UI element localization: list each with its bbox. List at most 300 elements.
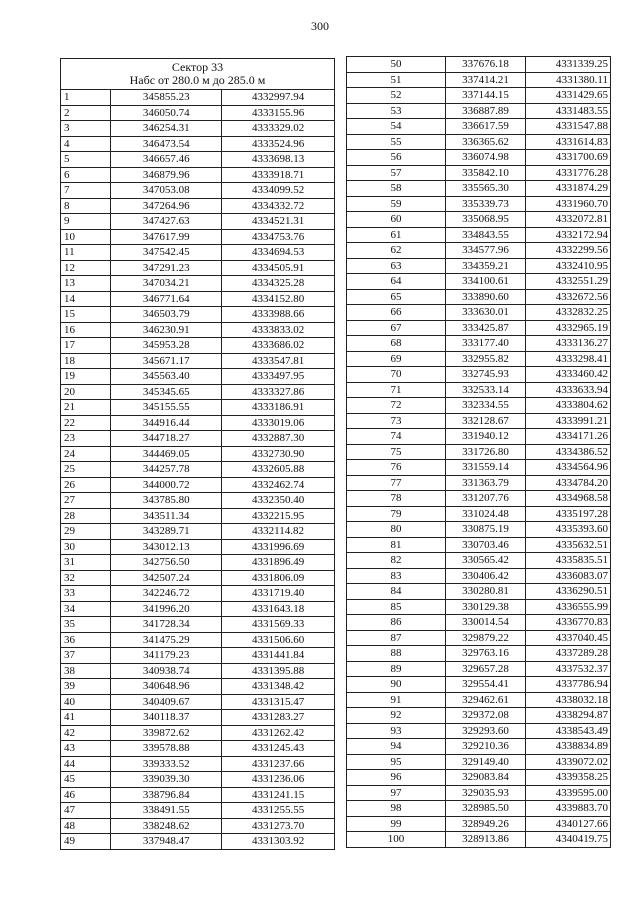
- y-coordinate-cell: 4333497.95: [222, 369, 335, 385]
- table-row: [347, 677, 611, 693]
- y-coordinate-cell: 4331614.83: [526, 134, 611, 150]
- point-number-cell: 71: [347, 382, 446, 398]
- point-number-cell: 75: [347, 444, 446, 460]
- point-number-cell: 20: [61, 384, 111, 400]
- table-row: [61, 446, 335, 462]
- table-row: [61, 710, 335, 726]
- y-coordinate-cell: 4333991.21: [526, 413, 611, 429]
- table-row: [347, 165, 611, 181]
- x-coordinate-cell: 333890.60: [446, 289, 526, 305]
- x-coordinate-cell: 329083.84: [446, 770, 526, 786]
- point-number-cell: 12: [61, 260, 111, 276]
- table-row: [61, 493, 335, 509]
- point-number-cell: 70: [347, 367, 446, 383]
- x-coordinate-cell: 338796.84: [111, 787, 222, 803]
- y-coordinate-cell: 4331719.40: [222, 586, 335, 602]
- point-number-cell: 19: [61, 369, 111, 385]
- point-number-cell: 69: [347, 351, 446, 367]
- table-row: [61, 570, 335, 586]
- table-row: [347, 212, 611, 228]
- x-coordinate-cell: 343012.13: [111, 539, 222, 555]
- point-number-cell: 80: [347, 522, 446, 538]
- point-number-cell: 51: [347, 72, 446, 88]
- point-number-cell: 55: [347, 134, 446, 150]
- table-row: [347, 708, 611, 724]
- x-coordinate-cell: 333630.01: [446, 305, 526, 321]
- point-number-cell: 49: [61, 834, 111, 850]
- point-number-cell: 54: [347, 119, 446, 135]
- table-row: [61, 586, 335, 602]
- table-row: [347, 367, 611, 383]
- table-row: [347, 692, 611, 708]
- x-coordinate-cell: 331363.79: [446, 475, 526, 491]
- point-number-cell: 37: [61, 648, 111, 664]
- table-row: [347, 739, 611, 755]
- point-number-cell: 84: [347, 584, 446, 600]
- x-coordinate-cell: 329149.40: [446, 754, 526, 770]
- table-row: [347, 506, 611, 522]
- point-number-cell: 67: [347, 320, 446, 336]
- point-number-cell: 48: [61, 818, 111, 834]
- y-coordinate-cell: 4340419.75: [526, 832, 611, 848]
- x-coordinate-cell: 346050.74: [111, 105, 222, 121]
- x-coordinate-cell: 329293.60: [446, 723, 526, 739]
- y-coordinate-cell: 4338834.89: [526, 739, 611, 755]
- y-coordinate-cell: 4332114.82: [222, 524, 335, 540]
- y-coordinate-cell: 4336555.99: [526, 599, 611, 615]
- x-coordinate-cell: 340648.96: [111, 679, 222, 695]
- point-number-cell: 77: [347, 475, 446, 491]
- y-coordinate-cell: 4331547.88: [526, 119, 611, 135]
- table-row: [347, 770, 611, 786]
- point-number-cell: 17: [61, 338, 111, 354]
- y-coordinate-cell: 4336770.83: [526, 615, 611, 631]
- x-coordinate-cell: 331726.80: [446, 444, 526, 460]
- y-coordinate-cell: 4331348.42: [222, 679, 335, 695]
- point-number-cell: 27: [61, 493, 111, 509]
- y-coordinate-cell: 4335632.51: [526, 537, 611, 553]
- y-coordinate-cell: 4338032.18: [526, 692, 611, 708]
- point-number-cell: 16: [61, 322, 111, 338]
- point-number-cell: 26: [61, 477, 111, 493]
- table-row: [61, 276, 335, 292]
- table-row: [61, 601, 335, 617]
- point-number-cell: 91: [347, 692, 446, 708]
- table-row: [347, 832, 611, 848]
- point-number-cell: 42: [61, 725, 111, 741]
- x-coordinate-cell: 339578.88: [111, 741, 222, 757]
- y-coordinate-cell: 4331380.11: [526, 72, 611, 88]
- table-row: [61, 260, 335, 276]
- point-number-cell: 68: [347, 336, 446, 352]
- table-row: [61, 90, 335, 106]
- point-number-cell: 39: [61, 679, 111, 695]
- y-coordinate-cell: 4332730.90: [222, 446, 335, 462]
- point-number-cell: 62: [347, 243, 446, 259]
- table-row: [347, 336, 611, 352]
- x-coordinate-cell: 346254.31: [111, 121, 222, 137]
- point-number-cell: 57: [347, 165, 446, 181]
- y-coordinate-cell: 4332965.19: [526, 320, 611, 336]
- point-number-cell: 23: [61, 431, 111, 447]
- point-number-cell: 35: [61, 617, 111, 633]
- x-coordinate-cell: 330129.38: [446, 599, 526, 615]
- x-coordinate-cell: 347542.45: [111, 245, 222, 261]
- table-row: [61, 477, 335, 493]
- y-coordinate-cell: 4333019.06: [222, 415, 335, 431]
- point-number-cell: 10: [61, 229, 111, 245]
- coordinates-table-right: [346, 56, 611, 848]
- table-row: [347, 491, 611, 507]
- y-coordinate-cell: 4333547.81: [222, 353, 335, 369]
- table-row: [347, 522, 611, 538]
- y-coordinate-cell: 4333686.02: [222, 338, 335, 354]
- x-coordinate-cell: 344469.05: [111, 446, 222, 462]
- table-row: [347, 630, 611, 646]
- point-number-cell: 24: [61, 446, 111, 462]
- y-coordinate-cell: 4331806.09: [222, 570, 335, 586]
- table-row: [61, 741, 335, 757]
- x-coordinate-cell: 332128.67: [446, 413, 526, 429]
- table-row: [61, 818, 335, 834]
- x-coordinate-cell: 339872.62: [111, 725, 222, 741]
- point-number-cell: 9: [61, 214, 111, 230]
- y-coordinate-cell: 4331395.88: [222, 663, 335, 679]
- y-coordinate-cell: 4331255.55: [222, 803, 335, 819]
- point-number-cell: 86: [347, 615, 446, 631]
- point-number-cell: 34: [61, 601, 111, 617]
- table-row: [347, 615, 611, 631]
- x-coordinate-cell: 331940.12: [446, 429, 526, 445]
- y-coordinate-cell: 4337040.45: [526, 630, 611, 646]
- point-number-cell: 1: [61, 90, 111, 106]
- y-coordinate-cell: 4332299.56: [526, 243, 611, 259]
- table-row: [61, 322, 335, 338]
- point-number-cell: 14: [61, 291, 111, 307]
- table-row: [61, 369, 335, 385]
- y-coordinate-cell: 4331874.29: [526, 181, 611, 197]
- x-coordinate-cell: 332955.82: [446, 351, 526, 367]
- point-number-cell: 90: [347, 677, 446, 693]
- point-number-cell: 53: [347, 103, 446, 119]
- table-row: [61, 834, 335, 850]
- point-number-cell: 88: [347, 646, 446, 662]
- table-row: [61, 384, 335, 400]
- x-coordinate-cell: 342246.72: [111, 586, 222, 602]
- table-row: [347, 599, 611, 615]
- table-row: [61, 291, 335, 307]
- y-coordinate-cell: 4332072.81: [526, 212, 611, 228]
- x-coordinate-cell: 329763.16: [446, 646, 526, 662]
- x-coordinate-cell: 342756.50: [111, 555, 222, 571]
- y-coordinate-cell: 4338543.49: [526, 723, 611, 739]
- y-coordinate-cell: 4331896.49: [222, 555, 335, 571]
- table-row: [61, 136, 335, 152]
- point-number-cell: 32: [61, 570, 111, 586]
- x-coordinate-cell: 337676.18: [446, 57, 526, 73]
- table-row: [61, 152, 335, 168]
- point-number-cell: 38: [61, 663, 111, 679]
- table-row: [347, 661, 611, 677]
- coordinates-table-left: [60, 58, 335, 850]
- y-coordinate-cell: 4331996.69: [222, 539, 335, 555]
- table-row: [61, 508, 335, 524]
- point-number-cell: 6: [61, 167, 111, 183]
- table-row: [61, 198, 335, 214]
- x-coordinate-cell: 341996.20: [111, 601, 222, 617]
- y-coordinate-cell: 4331506.60: [222, 632, 335, 648]
- point-number-cell: 97: [347, 785, 446, 801]
- x-coordinate-cell: 339333.52: [111, 756, 222, 772]
- table-row: [347, 72, 611, 88]
- point-number-cell: 15: [61, 307, 111, 323]
- point-number-cell: 28: [61, 508, 111, 524]
- table-row: [347, 460, 611, 476]
- point-number-cell: 45: [61, 772, 111, 788]
- y-coordinate-cell: 4334753.76: [222, 229, 335, 245]
- y-coordinate-cell: 4331303.92: [222, 834, 335, 850]
- x-coordinate-cell: 345671.17: [111, 353, 222, 369]
- table-row: [61, 229, 335, 245]
- y-coordinate-cell: 4331569.33: [222, 617, 335, 633]
- x-coordinate-cell: 334359.21: [446, 258, 526, 274]
- y-coordinate-cell: 4333327.86: [222, 384, 335, 400]
- y-coordinate-cell: 4332672.56: [526, 289, 611, 305]
- x-coordinate-cell: 329210.36: [446, 739, 526, 755]
- table-row: [61, 617, 335, 633]
- table-row: [61, 400, 335, 416]
- y-coordinate-cell: 4335197.28: [526, 506, 611, 522]
- x-coordinate-cell: 333177.40: [446, 336, 526, 352]
- table-row: [347, 475, 611, 491]
- x-coordinate-cell: 347053.08: [111, 183, 222, 199]
- y-coordinate-cell: 4337786.94: [526, 677, 611, 693]
- point-number-cell: 76: [347, 460, 446, 476]
- x-coordinate-cell: 338248.62: [111, 818, 222, 834]
- x-coordinate-cell: 338491.55: [111, 803, 222, 819]
- x-coordinate-cell: 330875.19: [446, 522, 526, 538]
- y-coordinate-cell: 4332887.30: [222, 431, 335, 447]
- x-coordinate-cell: 345155.55: [111, 400, 222, 416]
- table-row: [61, 694, 335, 710]
- y-coordinate-cell: 4334694.53: [222, 245, 335, 261]
- y-coordinate-cell: 4337289.28: [526, 646, 611, 662]
- y-coordinate-cell: 4334152.80: [222, 291, 335, 307]
- point-number-cell: 21: [61, 400, 111, 416]
- x-coordinate-cell: 342507.24: [111, 570, 222, 586]
- table-row: [61, 415, 335, 431]
- table-row: [61, 245, 335, 261]
- table-row: [347, 274, 611, 290]
- table-row: [347, 196, 611, 212]
- x-coordinate-cell: 336887.89: [446, 103, 526, 119]
- y-coordinate-cell: 4332172.94: [526, 227, 611, 243]
- table-row: [61, 121, 335, 137]
- x-coordinate-cell: 335068.95: [446, 212, 526, 228]
- table-row: [347, 57, 611, 73]
- table-row: [347, 398, 611, 414]
- y-coordinate-cell: 4332605.88: [222, 462, 335, 478]
- point-number-cell: 18: [61, 353, 111, 369]
- point-number-cell: 59: [347, 196, 446, 212]
- point-number-cell: 5: [61, 152, 111, 168]
- point-number-cell: 47: [61, 803, 111, 819]
- y-coordinate-cell: 4331236.06: [222, 772, 335, 788]
- y-coordinate-cell: 4331237.66: [222, 756, 335, 772]
- y-coordinate-cell: 4331643.18: [222, 601, 335, 617]
- x-coordinate-cell: 341179.23: [111, 648, 222, 664]
- y-coordinate-cell: 4332462.74: [222, 477, 335, 493]
- table-row: [347, 289, 611, 305]
- y-coordinate-cell: 4333918.71: [222, 167, 335, 183]
- y-coordinate-cell: 4334099.52: [222, 183, 335, 199]
- table-row: [61, 632, 335, 648]
- y-coordinate-cell: 4333136.27: [526, 336, 611, 352]
- table-row: [347, 134, 611, 150]
- point-number-cell: 96: [347, 770, 446, 786]
- y-coordinate-cell: 4332215.95: [222, 508, 335, 524]
- table-row: [61, 679, 335, 695]
- sector-header: [61, 59, 335, 90]
- point-number-cell: 36: [61, 632, 111, 648]
- page-number: 300: [311, 19, 329, 33]
- y-coordinate-cell: 4334332.72: [222, 198, 335, 214]
- x-coordinate-cell: 343511.34: [111, 508, 222, 524]
- x-coordinate-cell: 328913.86: [446, 832, 526, 848]
- point-number-cell: 94: [347, 739, 446, 755]
- point-number-cell: 81: [347, 537, 446, 553]
- table-row: [347, 258, 611, 274]
- point-number-cell: 7: [61, 183, 111, 199]
- x-coordinate-cell: 337948.47: [111, 834, 222, 850]
- y-coordinate-cell: 4331241.15: [222, 787, 335, 803]
- x-coordinate-cell: 332745.93: [446, 367, 526, 383]
- x-coordinate-cell: 334100.61: [446, 274, 526, 290]
- point-number-cell: 93: [347, 723, 446, 739]
- table-row: [61, 555, 335, 571]
- table-row: [347, 351, 611, 367]
- x-coordinate-cell: 329657.28: [446, 661, 526, 677]
- point-number-cell: 56: [347, 150, 446, 166]
- x-coordinate-cell: 345345.65: [111, 384, 222, 400]
- y-coordinate-cell: 4339883.70: [526, 801, 611, 817]
- table-row: [61, 105, 335, 121]
- x-coordinate-cell: 343289.71: [111, 524, 222, 540]
- x-coordinate-cell: 346879.96: [111, 167, 222, 183]
- point-number-cell: 50: [347, 57, 446, 73]
- point-number-cell: 3: [61, 121, 111, 137]
- x-coordinate-cell: 346473.54: [111, 136, 222, 152]
- table-row: [347, 103, 611, 119]
- x-coordinate-cell: 344257.78: [111, 462, 222, 478]
- y-coordinate-cell: 4336290.51: [526, 584, 611, 600]
- y-coordinate-cell: 4334564.96: [526, 460, 611, 476]
- point-number-cell: 13: [61, 276, 111, 292]
- x-coordinate-cell: 347427.63: [111, 214, 222, 230]
- x-coordinate-cell: 329372.08: [446, 708, 526, 724]
- y-coordinate-cell: 4331315.47: [222, 694, 335, 710]
- table-row: [61, 725, 335, 741]
- point-number-cell: 65: [347, 289, 446, 305]
- x-coordinate-cell: 340409.67: [111, 694, 222, 710]
- table-row: [347, 429, 611, 445]
- point-number-cell: 52: [347, 88, 446, 104]
- y-coordinate-cell: 4339358.25: [526, 770, 611, 786]
- table-row: [61, 803, 335, 819]
- sector-title: Сектор 33: [171, 59, 224, 74]
- y-coordinate-cell: 4331273.70: [222, 818, 335, 834]
- point-number-cell: 43: [61, 741, 111, 757]
- point-number-cell: 92: [347, 708, 446, 724]
- y-coordinate-cell: 4334521.31: [222, 214, 335, 230]
- elevation-range: Набс от 280.0 м до 285.0 м: [129, 73, 266, 87]
- x-coordinate-cell: 337414.21: [446, 72, 526, 88]
- point-number-cell: 98: [347, 801, 446, 817]
- table-row: [61, 338, 335, 354]
- y-coordinate-cell: 4337532.37: [526, 661, 611, 677]
- point-number-cell: 85: [347, 599, 446, 615]
- x-coordinate-cell: 330280.81: [446, 584, 526, 600]
- table-row: [347, 181, 611, 197]
- table-row: [347, 785, 611, 801]
- y-coordinate-cell: 4340127.66: [526, 816, 611, 832]
- point-number-cell: 64: [347, 274, 446, 290]
- table-row: [347, 382, 611, 398]
- point-number-cell: 29: [61, 524, 111, 540]
- x-coordinate-cell: 341728.34: [111, 617, 222, 633]
- y-coordinate-cell: 4332410.95: [526, 258, 611, 274]
- y-coordinate-cell: 4334325.28: [222, 276, 335, 292]
- point-number-cell: 73: [347, 413, 446, 429]
- table-row: [61, 183, 335, 199]
- x-coordinate-cell: 330565.42: [446, 553, 526, 569]
- y-coordinate-cell: 4335835.51: [526, 553, 611, 569]
- x-coordinate-cell: 332334.55: [446, 398, 526, 414]
- x-coordinate-cell: 330014.54: [446, 615, 526, 631]
- point-number-cell: 11: [61, 245, 111, 261]
- point-number-cell: 25: [61, 462, 111, 478]
- y-coordinate-cell: 4331960.70: [526, 196, 611, 212]
- table-row: [61, 431, 335, 447]
- table-row: [347, 227, 611, 243]
- x-coordinate-cell: 346230.91: [111, 322, 222, 338]
- x-coordinate-cell: 346657.46: [111, 152, 222, 168]
- point-number-cell: 66: [347, 305, 446, 321]
- x-coordinate-cell: 331024.48: [446, 506, 526, 522]
- y-coordinate-cell: 4332997.94: [222, 90, 335, 106]
- table-row: [347, 119, 611, 135]
- table-row: [61, 214, 335, 230]
- table-row: [61, 353, 335, 369]
- point-number-cell: 33: [61, 586, 111, 602]
- table-row: [61, 462, 335, 478]
- y-coordinate-cell: 4339595.00: [526, 785, 611, 801]
- y-coordinate-cell: 4336083.07: [526, 568, 611, 584]
- x-coordinate-cell: 328949.26: [446, 816, 526, 832]
- y-coordinate-cell: 4331245.43: [222, 741, 335, 757]
- table-row: [347, 88, 611, 104]
- x-coordinate-cell: 329879.22: [446, 630, 526, 646]
- table-row: [347, 150, 611, 166]
- table-header-row: [61, 59, 335, 90]
- point-number-cell: 22: [61, 415, 111, 431]
- x-coordinate-cell: 334577.96: [446, 243, 526, 259]
- y-coordinate-cell: 4333329.02: [222, 121, 335, 137]
- y-coordinate-cell: 4331429.65: [526, 88, 611, 104]
- x-coordinate-cell: 341475.29: [111, 632, 222, 648]
- point-number-cell: 44: [61, 756, 111, 772]
- x-coordinate-cell: 332533.14: [446, 382, 526, 398]
